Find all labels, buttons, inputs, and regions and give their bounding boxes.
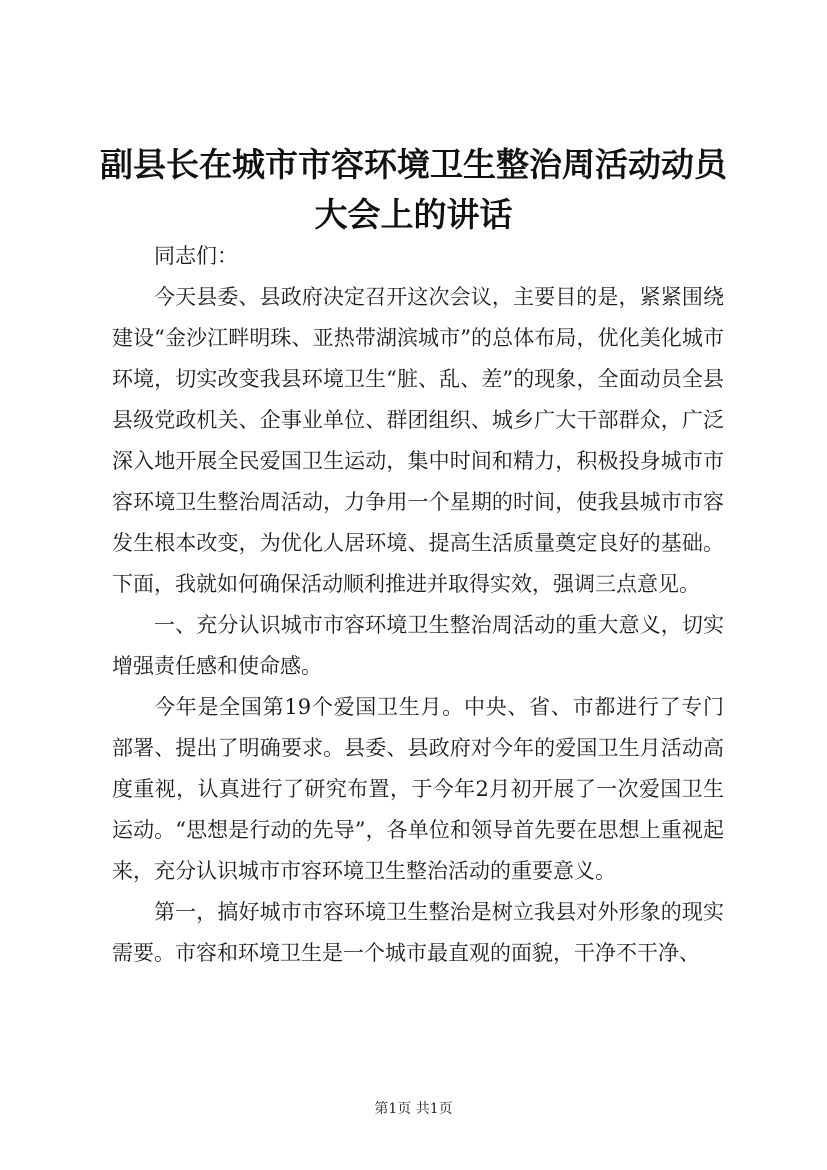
- section-heading: 一、充分认识城市市容环境卫生整治周活动的重大意义，切实增强责任感和使命感。: [112, 613, 724, 678]
- paragraph: 今天县委、县政府决定召开这次会议，主要目的是，紧紧围绕建设“金沙江畔明珠、亚热带湖滨城市”的总体布局，优化美化城市环境，切实改变我县环境卫生“脏、乱、差”的现象，全面动员全县县级党政机关、企事业单位、群团组织、城乡广大干部群众，广泛深入地开展全民爱国卫生运动，集中时间和精力，积极投身城市市容环境卫生整治周活动，力争用一个星期的时间，使我县城市市容发生根本改变，为优化人居环境、提高生活质量奠定良好的基础。下面，我就如何确保活动顺利推进并取得实效，强调三点意见。: [112, 285, 724, 596]
- paragraph: 第一，搞好城市市容环境卫生整治是树立我县对外形象的现实需要。市容和环境卫生是一个城市最直观的面貌，干净不干净、: [112, 900, 724, 965]
- paragraph: 今年是全国第19个爱国卫生月。中央、省、市都进行了专门部署、提出了明确要求。县委、县政府对今年的爱国卫生月活动高度重视，认真进行了研究布置，于今年2月初开展了一次爱国卫生运动。“思想是行动的先导”，各单位和领导首先要在思想上重视起来，充分认识城市市容环境卫生整治活动的重要意义。: [112, 695, 724, 883]
- document-body: [112, 236, 724, 974]
- document-title: 副县长在城市市容环境卫生整治周活动动员大会上的讲话: [100, 145, 727, 234]
- page-footer: 第1页 共1页: [374, 1101, 453, 1117]
- salutation: 同志们：: [154, 244, 238, 268]
